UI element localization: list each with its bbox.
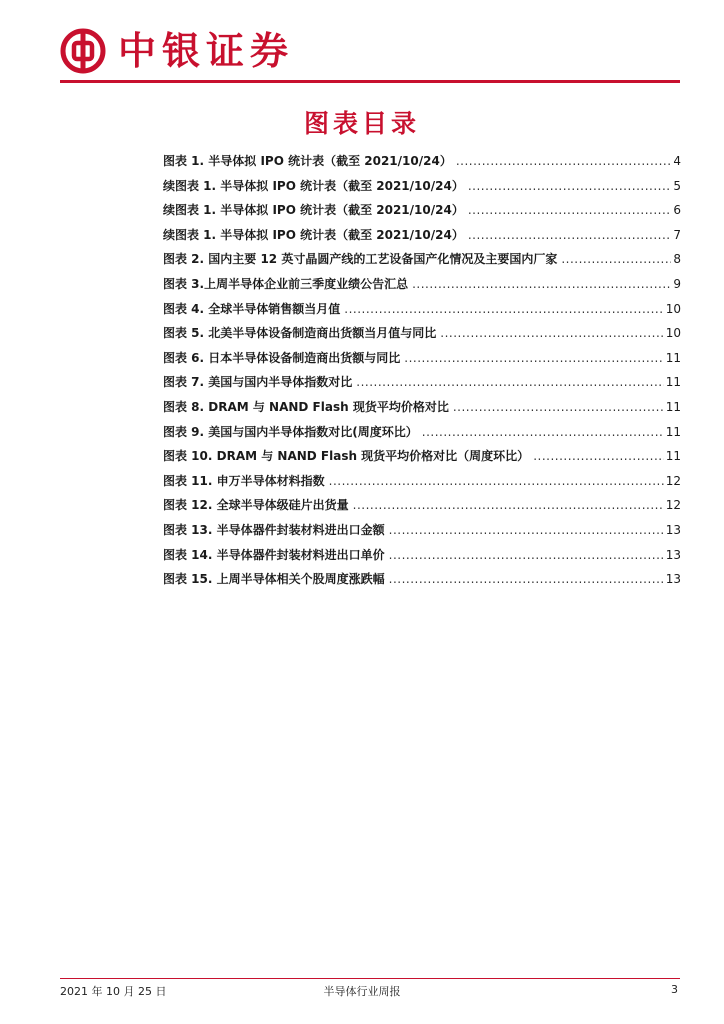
toc-leader-dots	[456, 154, 672, 168]
toc-leader-dots	[412, 277, 671, 291]
toc-entry-page: 10	[665, 301, 681, 316]
header	[60, 22, 680, 82]
toc-entry[interactable]	[163, 300, 681, 325]
toc-entry-label: 图表 7. 美国与国内半导体指数对比	[163, 375, 353, 390]
toc-entry-page: 11	[665, 449, 681, 464]
toc-entry-page: 11	[665, 350, 681, 365]
toc-entry[interactable]	[163, 496, 681, 521]
toc-entry-page: 13	[665, 572, 681, 587]
toc-list	[163, 152, 681, 595]
toc-entry-page: 8	[673, 252, 681, 267]
toc-leader-dots	[422, 425, 664, 439]
toc-entry-label: 图表 5. 北美半导体设备制造商出货额当月值与同比	[163, 326, 437, 341]
toc-entry-label: 图表 14. 半导体器件封装材料进出口单价	[163, 547, 385, 562]
toc-entry[interactable]	[163, 447, 681, 472]
toc-entry[interactable]	[163, 226, 681, 251]
toc-entry-page: 11	[665, 424, 681, 439]
toc-entry-label: 图表 8. DRAM 与 NAND Flash 现货平均价格对比	[163, 399, 449, 414]
footer-date: 2021 年 10 月 25 日	[60, 985, 167, 998]
toc-entry[interactable]	[163, 546, 681, 571]
footer-report-name: 半导体行业周报	[323, 985, 401, 998]
toc-entry-label: 图表 6. 日本半导体设备制造商出货额与同比	[163, 350, 401, 365]
toc-entry-label: 图表 9. 美国与国内半导体指数对比(周度环比）	[163, 424, 418, 439]
toc-entry[interactable]	[163, 201, 681, 226]
toc-entry-page: 12	[665, 498, 681, 513]
toc-entry-page: 7	[673, 227, 681, 242]
toc-entry-label: 图表 10. DRAM 与 NAND Flash 现货平均价格对比（周度环比）	[163, 449, 530, 464]
toc-entry-page: 9	[673, 276, 681, 291]
toc-entry-label: 图表 12. 全球半导体级硅片出货量	[163, 498, 349, 513]
toc-entry-label: 图表 15. 上周半导体相关个股周度涨跌幅	[163, 572, 385, 587]
toc-title: 图表目录	[303, 109, 420, 138]
toc-entry-page: 13	[665, 547, 681, 562]
toc-leader-dots	[533, 449, 664, 463]
toc-entry[interactable]	[163, 275, 681, 300]
footer-page-number: 3	[671, 983, 678, 996]
boc-logo-icon	[60, 28, 106, 74]
toc-leader-dots	[561, 252, 671, 266]
toc-leader-dots	[468, 179, 672, 193]
toc-entry-label: 续图表 1. 半导体拟 IPO 统计表（截至 2021/10/24）	[163, 203, 464, 218]
toc-entry-page: 12	[665, 473, 681, 488]
toc-entry[interactable]	[163, 324, 681, 349]
toc-entry[interactable]	[163, 373, 681, 398]
toc-entry[interactable]	[163, 177, 681, 202]
toc-entry-label: 图表 4. 全球半导体销售额当月值	[163, 301, 341, 316]
footer-divider	[60, 978, 680, 979]
toc-leader-dots	[356, 375, 663, 389]
toc-entry[interactable]	[163, 398, 681, 423]
toc-entry[interactable]	[163, 250, 681, 275]
toc-entry-label: 续图表 1. 半导体拟 IPO 统计表（截至 2021/10/24）	[163, 178, 464, 193]
toc-leader-dots	[344, 302, 663, 316]
toc-entry-label: 图表 2. 国内主要 12 英寸晶圆产线的工艺设备国产化情况及主要国内厂家	[163, 252, 558, 267]
toc-leader-dots	[389, 548, 664, 562]
toc-entry[interactable]	[163, 423, 681, 448]
toc-entry-label: 续图表 1. 半导体拟 IPO 统计表（截至 2021/10/24）	[163, 227, 464, 242]
toc-entry-page: 4	[673, 154, 681, 168]
toc-leader-dots	[468, 203, 672, 217]
toc-entry-label: 图表 13. 半导体器件封装材料进出口金额	[163, 522, 385, 537]
toc-entry-label: 图表 3.上周半导体企业前三季度业绩公告汇总	[163, 276, 409, 291]
toc-leader-dots	[329, 474, 664, 488]
toc-entry-label: 图表 11. 申万半导体材料指数	[163, 473, 325, 488]
toc-entry-page: 11	[665, 375, 681, 390]
toc-entry[interactable]	[163, 152, 681, 177]
toc-entry-label: 图表 1. 半导体拟 IPO 统计表（截至 2021/10/24）	[163, 154, 452, 168]
toc-entry-page: 11	[665, 399, 681, 414]
toc-entry[interactable]	[163, 349, 681, 374]
toc-leader-dots	[440, 326, 663, 340]
toc-entry[interactable]	[163, 521, 681, 546]
toc-leader-dots	[389, 572, 664, 586]
toc-entry-page: 13	[665, 522, 681, 537]
toc-leader-dots	[468, 228, 672, 242]
toc-entry-page: 10	[665, 326, 681, 341]
header-divider	[60, 80, 680, 83]
toc-leader-dots	[353, 498, 664, 512]
toc-leader-dots	[389, 523, 664, 537]
brand-name: 中银证券	[118, 28, 295, 73]
toc-leader-dots	[404, 351, 663, 365]
toc-entry-page: 5	[673, 178, 681, 193]
toc-entry-page: 6	[673, 203, 681, 218]
toc-entry[interactable]	[163, 472, 681, 497]
toc-leader-dots	[453, 400, 664, 414]
toc-entry[interactable]	[163, 570, 681, 595]
